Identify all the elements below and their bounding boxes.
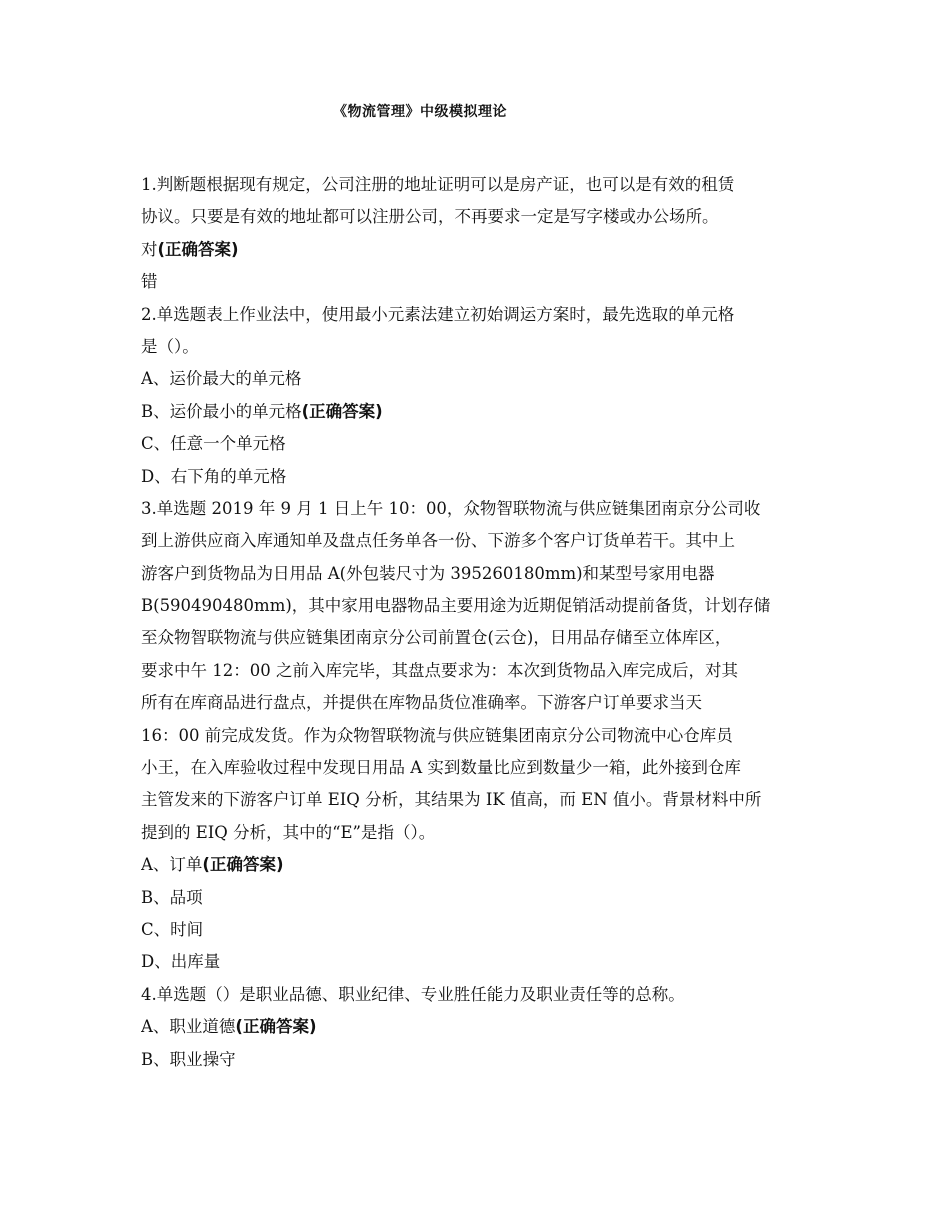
question-text-line: 到上游供应商入库通知单及盘点任务单各一份、下游多个客户订货单若干。其中上 xyxy=(141,531,735,551)
question-text-line: 至众物智联物流与供应链集团南京分公司前置仓(云仓)，日用品存储至立体库区， xyxy=(141,628,732,648)
question-text-line: 协议。只要是有效的地址都可以注册公司，不再要求一定是写字楼或办公场所。 xyxy=(141,207,719,227)
answer-option-text: B、品项 xyxy=(141,887,203,907)
question-text-line: 小王，在入库验收过程中发现日用品 A 实到数量比应到数量少一箱，此外接到仓库 xyxy=(141,758,741,778)
answer-option xyxy=(141,882,821,914)
answer-option xyxy=(141,914,821,946)
question-item xyxy=(141,493,821,979)
answer-option-text: C、任意一个单元格 xyxy=(141,434,286,454)
correct-answer-mark: (正确答案) xyxy=(235,1017,317,1037)
question-item xyxy=(141,299,821,493)
answer-option xyxy=(141,363,821,395)
question-text-line: 3.单选题 2019 年 9 月 1 日上午 10：00，众物智联物流与供应链集团南京分公司收 xyxy=(141,498,761,518)
answer-option-text: C、时间 xyxy=(141,919,204,939)
answer-option-text: 对 xyxy=(141,239,158,259)
answer-option-text: D、右下角的单元格 xyxy=(141,466,287,486)
question-text-line: B(590490480mm)，其中家用电器物品主要用途为近期促销活动提前备货，计划存储 xyxy=(141,596,771,616)
question-text-line: 提到的 EIQ 分析，其中的“E”是指（）。 xyxy=(141,822,436,842)
question-text-line: 1.判断题根据现有规定，公司注册的地址证明可以是房产证，也可以是有效的租赁 xyxy=(141,175,735,194)
answer-option xyxy=(141,234,821,266)
correct-answer-mark: (正确答案) xyxy=(301,401,383,421)
question-text-line: 所有在库商品进行盘点，并提供在库物品货位准确率。下游客户订单要求当天 xyxy=(141,693,702,713)
question-text-line: 2.单选题表上作业法中，使用最小元素法建立初始调运方案时，最先选取的单元格 xyxy=(141,304,735,324)
question-text-line: 游客户到货物品为日用品 A(外包装尺寸为 395260180mm)和某型号家用电器 xyxy=(141,563,715,583)
answer-option xyxy=(141,1044,821,1076)
answer-option xyxy=(141,849,821,881)
answer-option xyxy=(141,396,821,428)
question-text-line: 是（）。 xyxy=(141,336,199,356)
answer-option-text: B、职业操守 xyxy=(141,1049,236,1069)
answer-option-text: A、职业道德 xyxy=(141,1017,236,1037)
answer-option xyxy=(141,266,821,298)
answer-option xyxy=(141,428,821,460)
question-text-line: 要求中午 12：00 之前入库完毕，其盘点要求为：本次到货物品入库完成后，对其 xyxy=(141,660,738,680)
correct-answer-mark: (正确答案) xyxy=(157,239,239,259)
question-text-line: 主管发来的下游客户订单 EIQ 分析，其结果为 IK 值高，而 EN 值小。背景材料中所 xyxy=(141,790,762,810)
question-item xyxy=(141,979,821,1076)
answer-option xyxy=(141,461,821,493)
correct-answer-mark: (正确答案) xyxy=(202,855,284,875)
answer-option-text: 错 xyxy=(141,272,158,292)
question-list xyxy=(141,169,821,1076)
question-text-line: 4.单选题（）是职业品德、职业纪律、专业胜任能力及职业责任等的总称。 xyxy=(141,984,685,1004)
question-item xyxy=(141,169,821,299)
answer-option-text: D、出库量 xyxy=(141,952,221,972)
answer-option-text: A、运价最大的单元格 xyxy=(141,369,302,389)
answer-option xyxy=(141,1011,821,1043)
document-title: 《物流管理》中级模拟理论 xyxy=(333,104,507,120)
answer-option xyxy=(141,946,821,978)
answer-option-text: A、订单 xyxy=(141,855,203,875)
question-text-line: 16：00 前完成发货。作为众物智联物流与供应链集团南京分公司物流中心仓库员 xyxy=(141,725,733,745)
answer-option-text: B、运价最小的单元格 xyxy=(141,401,302,421)
